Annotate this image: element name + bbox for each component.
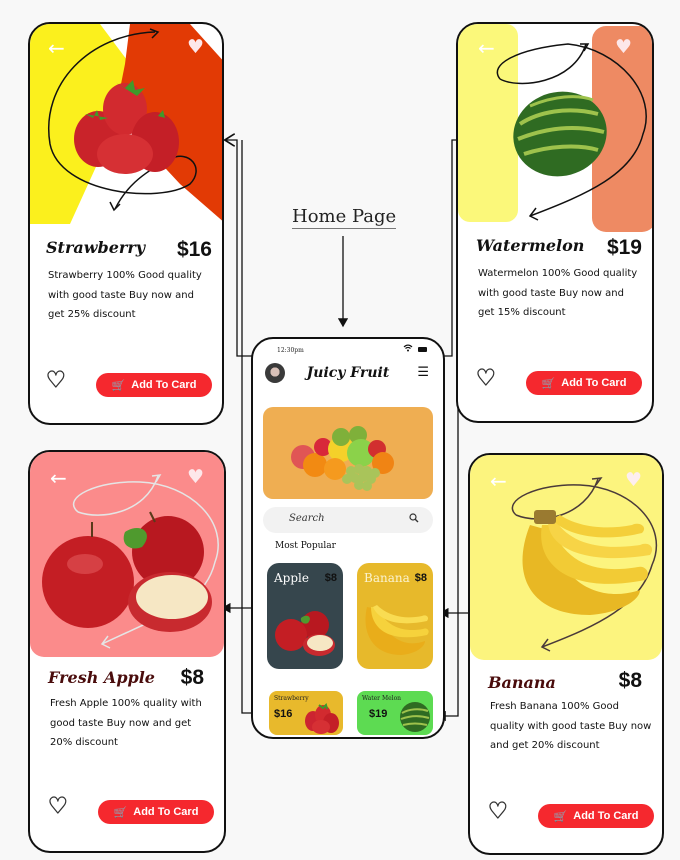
product-hero [30, 24, 222, 224]
watermelon-detail-screen [456, 22, 654, 423]
popular-card-apple[interactable] [267, 563, 343, 669]
product-hero [30, 452, 224, 657]
strawberry-detail-screen [28, 22, 224, 425]
product-description: Fresh Apple 100% quality with good taste Buy now and get 20% discount [50, 698, 202, 748]
mini-card-strawberry[interactable] [269, 691, 343, 735]
add-to-cart-button[interactable] [538, 804, 654, 828]
mini-card-name: Strawberry [274, 695, 309, 702]
product-hero [458, 24, 652, 234]
add-to-cart-button[interactable] [526, 371, 642, 395]
product-description: Watermelon 100% Good quality with good taste Buy now and get 15% discount [478, 268, 638, 318]
wishlist-heart-icon[interactable]: ♥ [476, 366, 496, 391]
home-page-label: Home Page [292, 206, 397, 227]
battery-icon [418, 347, 427, 352]
popular-card-price: $8 [324, 572, 337, 584]
product-hero [470, 455, 662, 660]
product-description: Strawberry 100% Good quality with good taste Buy now and get 25% discount [48, 270, 202, 320]
back-arrow-icon[interactable]: ← [490, 469, 507, 493]
product-title: Watermelon [476, 236, 585, 255]
favorite-heart-icon[interactable]: ♥ [614, 36, 632, 58]
banana-thumbnail [357, 563, 433, 669]
mini-card-watermelon[interactable] [357, 691, 433, 735]
favorite-heart-icon[interactable]: ♥ [186, 36, 204, 58]
apple-thumbnail [267, 563, 343, 669]
product-title: Fresh Apple [48, 668, 155, 687]
add-to-cart-button[interactable] [98, 800, 214, 824]
strawberry-thumbnail [269, 691, 343, 735]
watermelon-thumbnail [357, 691, 433, 735]
add-to-cart-label: Add To Card [133, 806, 199, 818]
banana-image [523, 510, 653, 615]
search-placeholder: Search [289, 513, 325, 524]
mini-card-price: $16 [274, 708, 293, 720]
wifi-icon [403, 344, 413, 355]
cart-icon: 🛒 [113, 806, 128, 819]
mini-card-price: $19 [369, 708, 388, 720]
product-title: Banana [488, 673, 556, 692]
fruit-basket-image [263, 407, 433, 499]
apple-image [42, 512, 212, 632]
product-description: Fresh Banana 100% Good quality with good taste Buy now and get 20% discount [490, 701, 652, 751]
popular-card-price: $8 [414, 572, 427, 584]
cart-icon: 🛒 [111, 379, 126, 392]
status-time: 12:30pm [277, 347, 304, 354]
menu-list-icon[interactable]: ☰ [417, 365, 429, 380]
favorite-heart-icon[interactable]: ♥ [186, 466, 204, 488]
product-price: $19 [606, 236, 642, 259]
back-arrow-icon[interactable]: ← [478, 36, 495, 60]
search-input[interactable] [263, 507, 433, 533]
search-icon[interactable] [409, 513, 419, 526]
product-price: $16 [176, 238, 212, 261]
product-price: $8 [618, 669, 642, 692]
cart-icon: 🛒 [541, 377, 556, 390]
cart-icon: 🛒 [553, 810, 568, 823]
add-to-cart-label: Add To Card [131, 379, 197, 391]
product-price: $8 [180, 666, 204, 689]
mini-card-name: Water Melon [362, 695, 402, 702]
apple-detail-screen [28, 450, 226, 853]
wishlist-heart-icon[interactable]: ♥ [48, 794, 68, 819]
wishlist-heart-icon[interactable]: ♥ [488, 799, 508, 824]
add-to-cart-label: Add To Card [573, 810, 639, 822]
product-title: Strawberry [46, 238, 146, 257]
banana-detail-screen [468, 453, 664, 855]
popular-card-banana[interactable] [357, 563, 433, 669]
home-screen [251, 337, 445, 739]
add-to-cart-label: Add To Card [561, 377, 627, 389]
wishlist-heart-icon[interactable]: ♥ [46, 368, 66, 393]
most-popular-heading: Most Popular [275, 541, 336, 551]
favorite-heart-icon[interactable]: ♥ [624, 469, 642, 491]
hero-banner[interactable] [263, 407, 433, 499]
back-arrow-icon[interactable]: ← [50, 466, 67, 490]
add-to-cart-button[interactable] [96, 373, 212, 397]
popular-card-name: Apple [274, 571, 309, 585]
app-title: Juicy Fruit [306, 365, 390, 381]
back-arrow-icon[interactable]: ← [48, 36, 65, 60]
popular-card-name: Banana [364, 571, 410, 585]
